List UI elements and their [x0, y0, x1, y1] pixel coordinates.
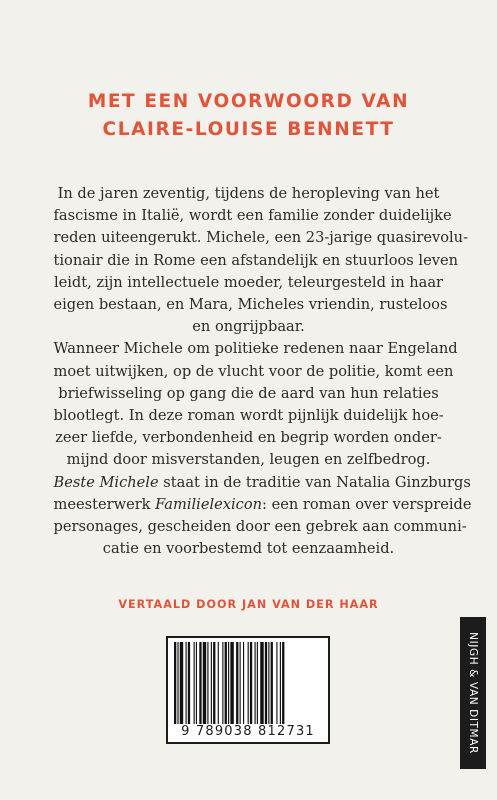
blurb-line: tionair die in Rome een afstandelijk en stuurloos leven — [53, 251, 459, 269]
blurb-line: catie en voorbestemd tot eenzaamheid. — [102, 540, 395, 558]
barcode-bar — [213, 642, 215, 724]
blurb-line-text: meesterwerk — [53, 495, 156, 513]
foreword-heading — [0, 88, 497, 144]
blurb-text — [53, 183, 472, 560]
blurb-line: fascisme in Italië, wordt een familie zonder duidelijke — [53, 207, 452, 225]
blurb-line-text: : een roman over verspreide — [262, 495, 472, 513]
barcode-bar — [250, 642, 252, 724]
blurb-line — [53, 472, 471, 494]
barcode-bar — [225, 642, 227, 724]
barcode-bar — [203, 642, 206, 724]
barcode-bar — [180, 642, 183, 724]
barcode-bar — [257, 642, 258, 724]
barcode-bar — [222, 642, 223, 724]
blurb-line: briefwisseling op gang die de aard van hun relaties — [58, 384, 439, 402]
barcode-bars — [174, 642, 322, 724]
blurb-line: Wanneer Michele om politieke redenen naar Engeland — [53, 340, 458, 358]
barcode-bar — [271, 642, 273, 724]
blurb-line: zeer liefde, verbondenheid en begrip worden onder- — [55, 429, 442, 447]
blurb-line: personages, gescheiden door een gebrek aan communi- — [53, 518, 467, 536]
barcode-bar — [240, 642, 241, 724]
book-title-familielexicon: Familielexicon — [155, 495, 263, 513]
barcode-bar — [243, 642, 244, 724]
barcode-bar — [268, 642, 269, 724]
barcode-bar — [199, 642, 201, 724]
translator-credit: VERTAALD DOOR JAN VAN DER HAAR — [118, 598, 379, 611]
barcode-bar — [236, 642, 238, 724]
heading-line-2: CLAIRE-LOUISE BENNETT — [102, 119, 395, 140]
blurb-line: en ongrijpbaar. — [192, 318, 305, 336]
barcode-bar — [218, 642, 219, 724]
publisher-name: NIJGH & VAN DITMAR — [467, 632, 480, 754]
barcode-bar — [230, 642, 233, 724]
isbn-barcode — [166, 636, 330, 744]
book-title-beste-michele: Beste Michele — [53, 473, 159, 491]
blurb-line: reden uiteengerukt. Michele, een 23-jarige quasirevolu- — [53, 229, 469, 247]
barcode-bar — [194, 642, 195, 724]
blurb-line: moet uitwijken, op de vlucht voor de politie, komt een — [53, 362, 454, 380]
barcode-bar — [248, 642, 249, 724]
barcode-bar — [276, 642, 277, 724]
blurb-line: eigen bestaan, en Mara, Micheles vriendin, rusteloos — [53, 296, 448, 314]
isbn-number: 9 789038 812731 — [181, 724, 315, 739]
blurb-line: In de jaren zeventig, tijdens de heropleving van het — [57, 185, 440, 202]
barcode-bar — [228, 642, 229, 724]
barcode-bar — [260, 642, 263, 724]
blurb-line — [53, 494, 472, 516]
publisher-logo — [460, 617, 486, 769]
barcode-bar — [282, 642, 284, 724]
barcode-bar — [255, 642, 256, 724]
blurb-line-text: staat in de traditie van Natalia Ginzburgs — [158, 473, 471, 491]
barcode-bar — [188, 642, 190, 724]
barcode-bar — [265, 642, 267, 724]
blurb-line: mijnd door misverstanden, leugen en zelfbedrog. — [66, 451, 431, 469]
blurb-line: blootlegt. In deze roman wordt pijnlijk duidelijk hoe- — [53, 407, 444, 425]
heading-line-1: MET EEN VOORWOORD VAN — [87, 91, 410, 112]
barcode-bar — [211, 642, 212, 724]
barcode-bar — [207, 642, 208, 724]
blurb-line: leidt, zijn intellectuele moeder, teleurgesteld in haar — [53, 273, 444, 291]
barcode-bar — [196, 642, 197, 724]
barcode-bar — [174, 642, 176, 724]
barcode-bar — [280, 642, 281, 724]
barcode-bar — [186, 642, 187, 724]
barcode-bar — [177, 642, 178, 724]
